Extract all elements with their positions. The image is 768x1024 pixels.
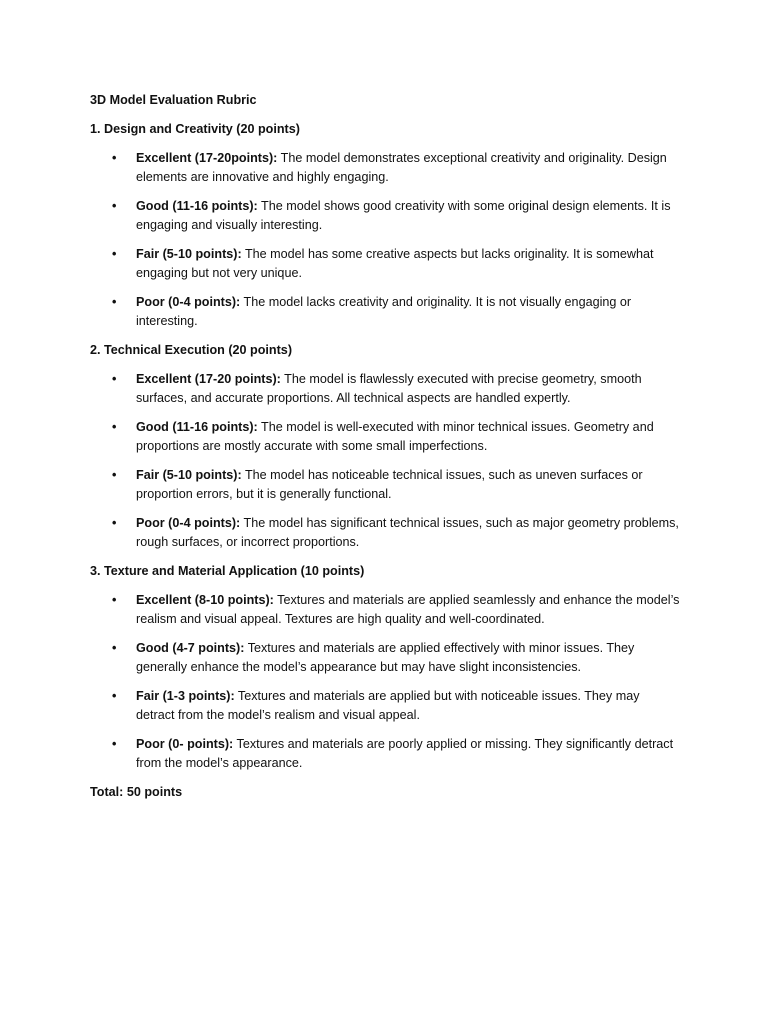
list-item [90, 149, 680, 187]
section-heading-texture: 3. Texture and Material Application (10 points) [90, 564, 365, 578]
criterion-label: Fair (1-3 points): [136, 689, 235, 703]
bullet-icon: • [112, 247, 117, 261]
list-item [90, 466, 680, 504]
list-item [90, 591, 680, 629]
list-item [90, 687, 680, 725]
list-item [90, 197, 680, 235]
bullet-icon: • [112, 516, 117, 530]
list-item [90, 735, 680, 773]
section-heading-design: 1. Design and Creativity (20 points) [90, 122, 300, 136]
criteria-list-texture [90, 591, 680, 773]
criterion-text: Textures and materials are applied seamlessly and enhance the model’s realism and visual appeal. Textures are high quality and well-coordinated. [136, 593, 680, 626]
criterion-text: The model is well-executed with minor technical issues. Geometry and proportions are mostly accurate with some small imperfections. [136, 420, 654, 453]
list-item [90, 514, 680, 552]
list-item [90, 293, 680, 331]
bullet-icon: • [112, 468, 117, 482]
bullet-icon: • [112, 737, 117, 751]
criterion-text: The model has significant technical issues, such as major geometry problems, rough surfaces, or incorrect proportions. [136, 516, 679, 549]
list-item [90, 370, 680, 408]
bullet-icon: • [112, 420, 117, 434]
criterion-label: Poor (0- points): [136, 737, 234, 751]
list-item [90, 639, 680, 677]
total-points: Total: 50 points [90, 785, 183, 799]
criteria-list-technical [90, 370, 680, 552]
criterion-label: Fair (5-10 points): [136, 468, 242, 482]
document-page [90, 91, 680, 802]
section-heading-technical: 2. Technical Execution (20 points) [90, 343, 293, 357]
bullet-icon: • [112, 372, 117, 386]
bullet-icon: • [112, 295, 117, 309]
criterion-text: The model lacks creativity and originality. It is not visually engaging or interesting. [136, 295, 632, 328]
criterion-label: Fair (5-10 points): [136, 247, 242, 261]
criteria-list-design [90, 149, 680, 331]
bullet-icon: • [112, 199, 117, 213]
criterion-label: Good (4-7 points): [136, 641, 245, 655]
criterion-label: Excellent (17-20points): [136, 151, 278, 165]
bullet-icon: • [112, 689, 117, 703]
bullet-icon: • [112, 641, 117, 655]
criterion-label: Good (11-16 points): [136, 420, 258, 434]
criterion-text: Textures and materials are applied but with noticeable issues. They may detract from the model’s realism and visual appeal. [136, 689, 640, 722]
criterion-text: The model shows good creativity with some original design elements. It is engaging and visually interesting. [136, 199, 671, 232]
criterion-text: The model has some creative aspects but lacks originality. It is somewhat engaging but not very unique. [136, 247, 654, 280]
criterion-label: Good (11-16 points): [136, 199, 258, 213]
bullet-icon: • [112, 151, 117, 165]
criterion-label: Poor (0-4 points): [136, 295, 241, 309]
criterion-text: Textures and materials are poorly applied or missing. They significantly detract from the model’s appearance. [136, 737, 674, 770]
criterion-text: The model demonstrates exceptional creativity and originality. Design elements are innovative and highly engaging. [136, 151, 667, 184]
document-title: 3D Model Evaluation Rubric [90, 93, 257, 107]
criterion-text: Textures and materials are applied effectively with minor issues. They generally enhance the model’s appearance but may have slight inconsistencies. [136, 641, 635, 674]
criterion-text: The model is flawlessly executed with precise geometry, smooth surfaces, and accurate proportions. All technical aspects are handled expertly. [136, 372, 642, 405]
criterion-label: Poor (0-4 points): [136, 516, 241, 530]
list-item [90, 418, 680, 456]
criterion-text: The model has noticeable technical issues, such as uneven surfaces or proportion errors, but it is generally functional. [136, 468, 643, 501]
bullet-icon: • [112, 593, 117, 607]
criterion-label: Excellent (17-20 points): [136, 372, 281, 386]
list-item [90, 245, 680, 283]
criterion-label: Excellent (8-10 points): [136, 593, 274, 607]
